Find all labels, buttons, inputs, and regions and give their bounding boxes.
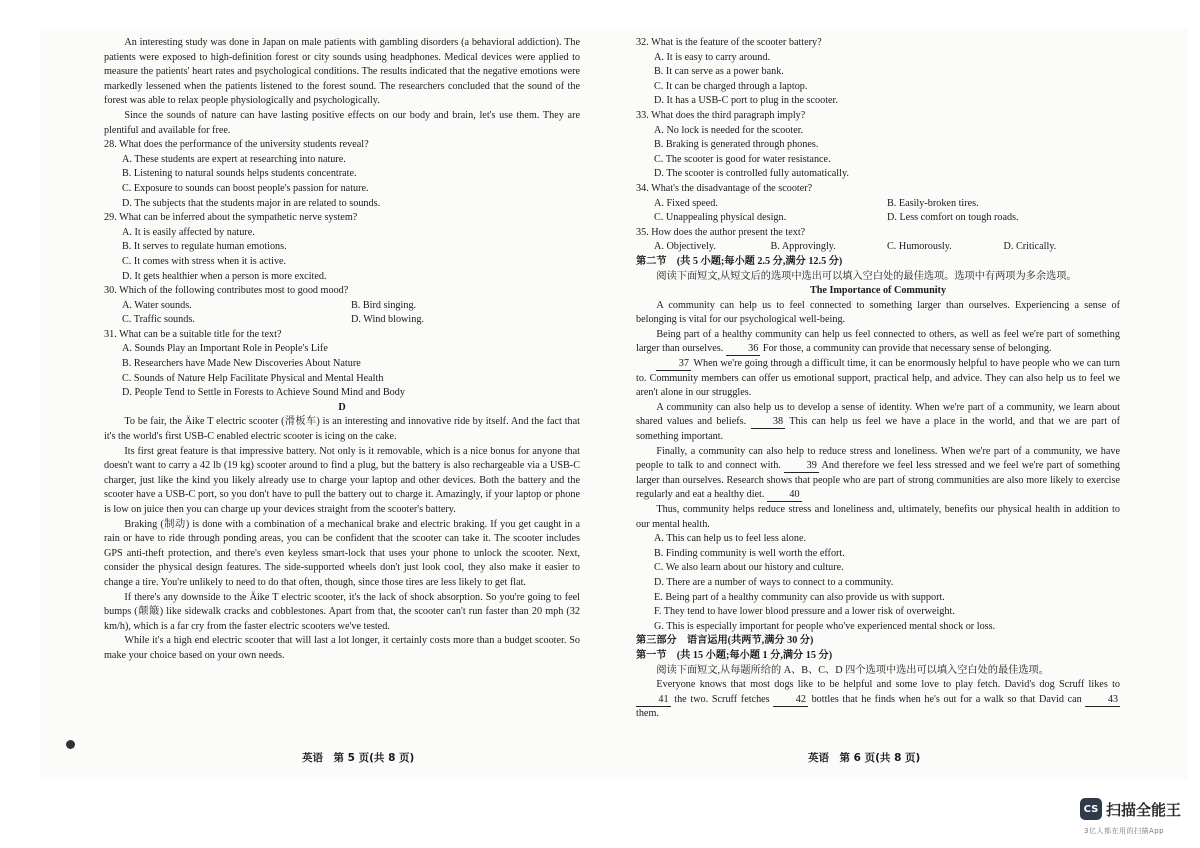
option: A. No lock is needed for the scooter. bbox=[654, 124, 804, 136]
watermark-brand: 扫描全能王 bbox=[1106, 800, 1182, 819]
option-row bbox=[636, 211, 1120, 226]
option: A. It is easy to carry around. bbox=[654, 51, 770, 63]
option: B. Braking is generated through phones. bbox=[654, 139, 819, 151]
section-2-instructions: 阅读下面短文,从短文后的选项中选出可以填入空白处的最佳选项。选项中有两项为多余选项。 bbox=[656, 270, 1077, 282]
option: B. Bird singing. bbox=[351, 299, 417, 311]
choice: F. They tend to have lower blood pressure and a lower risk of overweight. bbox=[654, 606, 955, 618]
option: A. It is easily affected by nature. bbox=[122, 226, 255, 238]
part-3-section-1: 第一节 (共 15 小题;每小题 1 分,满分 15 分) bbox=[636, 649, 833, 661]
part-3-instructions: 阅读下面短文,从每题所给的 A、B、C、D 四个选项中选出可以填入空白处的最佳选项。 bbox=[656, 664, 1049, 676]
option: D. The subjects that the students major in are related to sounds. bbox=[122, 197, 381, 209]
choice: C. We also learn about our history and culture. bbox=[654, 562, 844, 574]
passage-d-paragraph: Its first great feature is that impressive battery. Not only is it removable, which is a nice bonus for anyone that doesn't want to carry a 42 lb (19 kg) scooter around to find a plug, but the battery is also rechargeable via a USB-C charger, just like the kind you likely already use to charge your laptop and other devices. Both the battery and the scooter have a USB-C port, so you don't have to pull the battery out to charge it. Amazingly, if your laptop or phone is low on juice then you can charge up your devices straight from the scooter's battery. bbox=[104, 445, 580, 515]
blank-38: 38 bbox=[751, 416, 786, 429]
option: B. Researchers have Made New Discoveries About Nature bbox=[122, 358, 361, 370]
option: D. It has a USB-C port to plug in the scooter. bbox=[654, 95, 838, 107]
option: A. Sounds Play an Important Role in People's Life bbox=[122, 343, 328, 355]
blank-40: 40 bbox=[767, 489, 802, 502]
blank-41: 41 bbox=[636, 694, 671, 707]
choice: G. This is especially important for people who've experienced mental shock or loss. bbox=[654, 620, 996, 632]
right-page bbox=[636, 36, 1120, 722]
article-paragraph: Thus, community helps reduce stress and loneliness and, ultimately, benefits our physical health in addition to our mental health. bbox=[636, 504, 1120, 530]
question-31: 31. What can be a suitable title for the text? bbox=[104, 328, 282, 340]
question-35: 35. How does the author present the text? bbox=[636, 226, 806, 238]
option: D. People Tend to Settle in Forests to Achieve Sound Mind and Body bbox=[122, 387, 405, 399]
option: B. It can serve as a power bank. bbox=[654, 66, 784, 78]
option-row bbox=[104, 313, 580, 328]
section-2-heading: 第二节 (共 5 小题;每小题 2.5 分,满分 12.5 分) bbox=[636, 255, 843, 267]
option-row bbox=[104, 299, 580, 314]
question-30: 30. Which of the following contributes most to good mood? bbox=[104, 285, 349, 297]
option: D. Critically. bbox=[1003, 241, 1057, 253]
question-32: 32. What is the feature of the scooter battery? bbox=[636, 37, 822, 48]
blank-36: 36 bbox=[726, 343, 761, 356]
cloze-paragraph: Everyone knows that most dogs like to be helpful and some love to play fetch. David's dog Scruff likes to 41 the two. Scruff fetches 42 bottles that he finds when he's out for a walk so that David can 43 them. bbox=[636, 679, 1120, 720]
article-paragraph: Finally, a community can also help to reduce stress and loneliness. When we're part of a community, we have people to talk to and connect with. 39 And therefore we feel less stressed and we feel we're part of something larger than ourselves. Research shows that people who are part of strong communities are also more likely to exercise regularly and eat a healthy diet. 40 bbox=[636, 445, 1121, 501]
option: D. Less comfort on tough roads. bbox=[887, 212, 1019, 224]
scanner-watermark bbox=[1080, 798, 1181, 820]
option: C. Traffic sounds. bbox=[122, 314, 195, 326]
part-3-heading: 第三部分 语言运用(共两节,满分 30 分) bbox=[636, 635, 814, 647]
option-row bbox=[636, 197, 1120, 212]
section-d-heading: D bbox=[338, 401, 346, 413]
passage-d-paragraph: Braking (制动) is done with a combination of a mechanical brake and electric braking. If you get caught in a rain or have to ride through ponding areas, you can be confident that the scooter can take it. The scooter includes GPS anti-theft protection, and there's even keyless smart-lock that uses your phone to unlock the scooter. Next, consider the physical design features. The side-supported wheels don't just look cool, they also make it easier to change a tire. You're unlikely to need to do that often, though, since those tires are less likely to get flat. bbox=[104, 518, 580, 588]
option: D. Wind blowing. bbox=[351, 314, 424, 326]
option: A. Water sounds. bbox=[122, 299, 192, 311]
option: C. The scooter is good for water resistance. bbox=[654, 153, 831, 165]
passage-c-paragraph: Since the sounds of nature can have lasting positive effects on our body and brain, let's use them. They are plentiful and available for free. bbox=[104, 109, 580, 136]
page-footer-right: 英语 第 6 页(共 8 页) bbox=[808, 752, 921, 764]
left-page bbox=[104, 36, 580, 664]
article-title: The Importance of Community bbox=[809, 285, 947, 297]
blank-39: 39 bbox=[784, 460, 819, 473]
option: A. These students are expert at researching into nature. bbox=[122, 153, 346, 165]
passage-d-paragraph: If there's any downside to the Äike T electric scooter, it's the lack of shock absorption. So you're going to feel bumps (颠簸) like sidewalk cracks and cobblestones. Apart from that, the scooter can't run faster than 20 mph (32 km/h), which is a far cry from the faster electric scooters we've tested. bbox=[104, 591, 580, 632]
article-paragraph: A community can also help us to develop a sense of identity. When we're part of a community, we learn about shared values and beliefs. 38 This can help us feel we have a place in the world, and that we are part of something important. bbox=[636, 401, 1121, 443]
option: C. It comes with stress when it is active. bbox=[122, 255, 287, 267]
choice: A. This can help us to feel less alone. bbox=[654, 533, 807, 545]
article-paragraph: 37 When we're going through a difficult time, it can be enormously helpful to have people who we can turn to. Community members can offer us emotional support, practical help, and advice. They can also help us to feel we aren't alone in our struggles. bbox=[636, 358, 1120, 399]
option: C. Humorously. bbox=[887, 241, 952, 253]
option-row bbox=[636, 240, 1120, 255]
option: A. Fixed speed. bbox=[654, 197, 718, 209]
choice: D. There are a number of ways to connect to a community. bbox=[654, 576, 894, 588]
option: C. Sounds of Nature Help Facilitate Physical and Mental Health bbox=[122, 372, 384, 384]
question-28: 28. What does the performance of the university students reveal? bbox=[104, 139, 369, 151]
question-34: 34. What's the disadvantage of the scooter? bbox=[636, 182, 813, 194]
cs-logo-icon: CS bbox=[1080, 798, 1102, 820]
passage-c-paragraph: An interesting study was done in Japan on male patients with gambling disorders (a behavioral addiction). The patients were exposed to high-definition forest or city sounds using headphones. Medical devices were applied to measure the patients' heart rates and psychological conditions. The results indicated that the negative emotions were markedly lessened when the patients listened to the forest sound. The researchers concluded that the sound of the forest was able to relax people physiologically and psychologically. bbox=[104, 37, 580, 107]
blank-42: 42 bbox=[773, 694, 808, 707]
choice: B. Finding community is well worth the effort. bbox=[654, 547, 845, 559]
option: B. Approvingly. bbox=[770, 241, 836, 253]
article-paragraph: Being part of a healthy community can help us feel connected to others, as well as feel we're part of something larger than ourselves. 36 For those, a community can provide that necessary sense of belonging. bbox=[636, 328, 1120, 355]
option: C. Exposure to sounds can boost people's passion for nature. bbox=[122, 182, 369, 194]
page-footer-left: 英语 第 5 页(共 8 页) bbox=[302, 752, 415, 764]
option: B. It serves to regulate human emotions. bbox=[122, 241, 287, 253]
option: C. It can be charged through a laptop. bbox=[654, 80, 808, 92]
question-29: 29. What can be inferred about the sympathetic nerve system? bbox=[104, 212, 358, 224]
option: A. Objectively. bbox=[654, 241, 716, 253]
option: D. It gets healthier when a person is more excited. bbox=[122, 270, 327, 282]
choice: E. Being part of a healthy community can also provide us with support. bbox=[654, 591, 945, 603]
ink-dot bbox=[66, 740, 75, 749]
option: C. Unappealing physical design. bbox=[654, 212, 787, 224]
option: B. Easily-broken tires. bbox=[887, 197, 979, 209]
question-33: 33. What does the third paragraph imply? bbox=[636, 109, 806, 121]
option: D. The scooter is controlled fully automatically. bbox=[654, 168, 849, 180]
passage-d-paragraph: While it's a high end electric scooter that will last a lot longer, it certainly costs more than a budget scooter. So make your choice based on your own needs. bbox=[104, 635, 580, 661]
passage-d-paragraph: To be fair, the Äike T electric scooter (滑板车) is an interesting and innovative ride by itself. And the fact that it's the world's first USB-C enabled electric scooter is icing on the cake. bbox=[104, 416, 580, 443]
blank-43: 43 bbox=[1085, 694, 1120, 707]
option: B. Listening to natural sounds helps students concentrate. bbox=[122, 168, 357, 180]
article-paragraph: A community can help us to feel connected to something larger than ourselves. Experiencing a sense of belonging is vital for our psychological well-being. bbox=[636, 299, 1120, 326]
watermark-subtitle: 3亿人都在用的扫描App bbox=[1084, 827, 1165, 835]
blank-37: 37 bbox=[656, 358, 691, 371]
